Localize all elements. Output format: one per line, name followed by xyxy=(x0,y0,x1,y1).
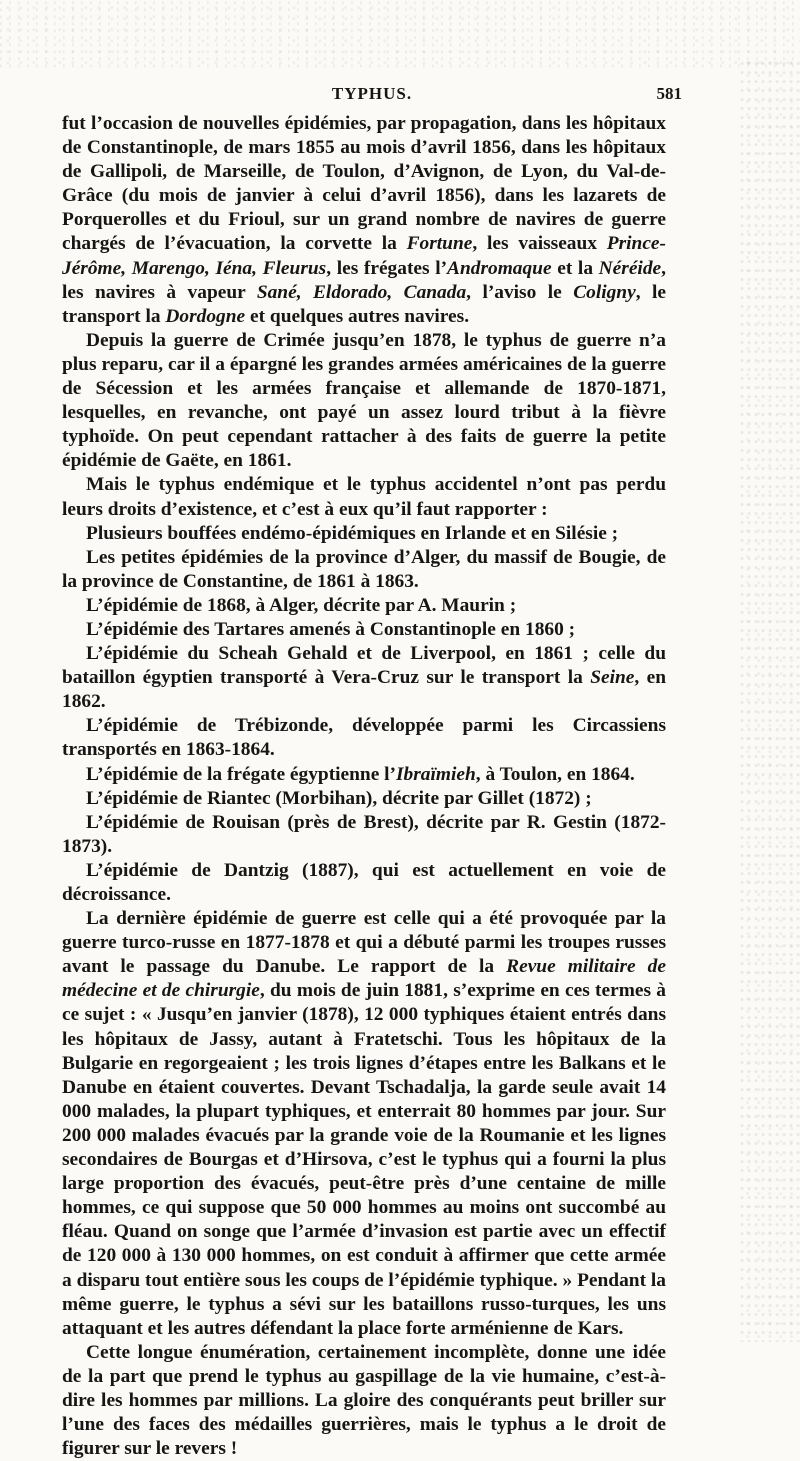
paragraph xyxy=(62,618,666,642)
italic-text: Coligny xyxy=(573,281,636,303)
text-run: L’épidémie de la frégate égyptienne l’ xyxy=(86,763,397,785)
italic-text: Sané, Eldorado, Canada xyxy=(256,281,467,303)
italic-text: Dordogne xyxy=(165,305,246,327)
italic-text: Ibraïmieh xyxy=(396,763,476,785)
text-run: Depuis la guerre de Crimée jusqu’en 1878, le typhus de guerre n’a plus reparu, car il a épargné les grandes armées américaines de la guerre de Sécession et les armées française et allemande de 1870-1871, lesquelles, en revanche, ont payé un assez lourd tribut à la fièvre typhoïde. On peut cependant rattacher à des faits de guerre la petite épidémie de Gaëte, en 1861. xyxy=(62,329,666,472)
paragraph xyxy=(62,642,666,714)
text-run: , les vaisseaux xyxy=(472,233,607,255)
text-run: L’épidémie de 1868, à Alger, décrite par A. Maurin ; xyxy=(86,594,517,616)
text-run: L’épidémie de Riantec (Morbihan), décrite par Gillet (1872) ; xyxy=(86,787,592,809)
text-run: fut l’occasion de nouvelles épidémies, par propagation, dans les hôpitaux de Constantinople, de mars 1855 au mois d’avril 1856, dans les hôpitaux de Gallipoli, de Marseille, de Toulon, d’Avignon, de Lyon, du Val-de-Grâce (du mois de janvier à celui d’avril 1856), dans les lazarets de Porquerolles et du Frioul, sur un grand nombre de navires de guerre chargés de l’évacuation, la corvette la xyxy=(62,113,666,255)
scan-speckle-right xyxy=(740,60,800,1342)
paragraph xyxy=(62,763,666,787)
italic-text: Revue militaire de médecine et de chirurgie xyxy=(62,956,666,1002)
italic-text: Seine xyxy=(590,667,635,689)
paragraph xyxy=(62,1341,666,1461)
paragraph xyxy=(62,112,666,329)
paragraph xyxy=(62,594,666,618)
text-run: Cette longue énumération, certainement incomplète, donne une idée de la part que prend le typhus au gaspillage de la vie humaine, c’est-à-dire les hommes par millions. La gloire des conquérants peut briller sur l’une des faces des médailles guerrières, mais le typhus a le droit de figurer sur le revers ! xyxy=(62,1341,666,1460)
page-header xyxy=(62,84,682,108)
paragraph xyxy=(62,473,666,521)
paragraph xyxy=(62,329,666,474)
text-run: Mais le typhus endémique et le typhus accidentel n’ont pas perdu leurs droits d’existence, et c’est à eux qu’il faut rapporter : xyxy=(62,474,666,520)
text-run: , l’aviso le xyxy=(466,281,574,303)
text-run: L’épidémie du Scheah Gehald et de Liverpool, en 1861 ; celle du bataillon égyptien transporté à Vera-Cruz sur le transport la xyxy=(62,643,666,689)
paragraph xyxy=(62,787,666,811)
text-run: L’épidémie des Tartares amenés à Constantinople en 1860 ; xyxy=(86,618,576,640)
paragraph xyxy=(62,714,666,762)
text-run: , les navires à vapeur xyxy=(62,257,666,303)
body-text xyxy=(62,112,666,1461)
paragraph xyxy=(62,907,666,1341)
page-number: 581 xyxy=(656,84,682,103)
paragraph xyxy=(62,811,666,859)
text-run: , en 1862. xyxy=(62,667,666,713)
paragraph xyxy=(62,546,666,594)
text-run: et la xyxy=(551,257,599,279)
text-run: L’épidémie de Trébizonde, développée parmi les Circassiens transportés en 1863-1864. xyxy=(62,715,666,761)
text-run: Les petites épidémies de la province d’Alger, du massif de Bougie, de la province de Constantine, de 1861 à 1863. xyxy=(62,546,666,592)
text-run: Plusieurs bouffées endémo-épidémiques en Irlande et en Silésie ; xyxy=(86,522,619,544)
text-run: , les frégates l’ xyxy=(326,257,448,279)
paragraph xyxy=(62,859,666,907)
scan-speckle-top xyxy=(0,0,800,70)
italic-text: Fortune xyxy=(406,233,473,255)
text-run: L’épidémie de Rouisan (près de Brest), décrite par R. Gestin (1872-1873). xyxy=(62,811,666,857)
text-run: L’épidémie de Dantzig (1887), qui est actuellement en voie de décroissance. xyxy=(62,859,666,905)
text-run: , à Toulon, en 1864. xyxy=(475,763,635,785)
running-title: TYPHUS. xyxy=(331,84,413,103)
paragraph xyxy=(62,522,666,546)
text-run: La dernière épidémie de guerre est celle qui a été provoquée par la guerre turco-russe en 1877-1878 et qui a débuté parmi les troupes russes avant le passage du Danube. Le rapport de la xyxy=(62,908,666,978)
italic-text: Prince-Jérôme, Marengo, Iéna, Fleurus xyxy=(62,233,666,279)
text-run: , le transport la xyxy=(62,281,666,327)
italic-text: Andromaque xyxy=(447,257,552,279)
italic-text: Néréide xyxy=(598,257,662,279)
text-run: et quelques autres navires. xyxy=(245,305,470,327)
text-run: , du mois de juin 1881, s’exprime en ces termes à ce sujet : « Jusqu’en janvier (1878), 12 000 typhiques étaient entrés dans les hôpitaux de Jassy, autant à Fratetschi. Tous les hôpitaux de la Bulgarie en regorgeaient ; les trois lignes d’étapes entre les Balkans et le Danube en étaient couvertes. Devant Tschadalja, la garde seule avait 14 000 malades, la plupart typhiques, et enterrait 80 hommes par jour. Sur 200 000 malades évacués par la grande voie de la Roumanie et les lignes secondaires de Bourgas et d’Hirsova, c’est le typhus qui a fourni la plus large proportion des évacués, peut-être près d’une centaine de mille hommes, ce qui suppose que 50 000 hommes au moins ont succombé au fléau. Quand on songe que l’armée d’invasion est partie avec un effectif de 120 000 à 130 000 hommes, on est conduit à affirmer que cette armée a disparu tout entière sous les coups de l’épidémie typhique. » Pendant la même guerre, le typhus a sévi sur les bataillons russo-turques, les uns attaquant et les autres défendant la place forte arménienne de Kars. xyxy=(62,980,666,1339)
